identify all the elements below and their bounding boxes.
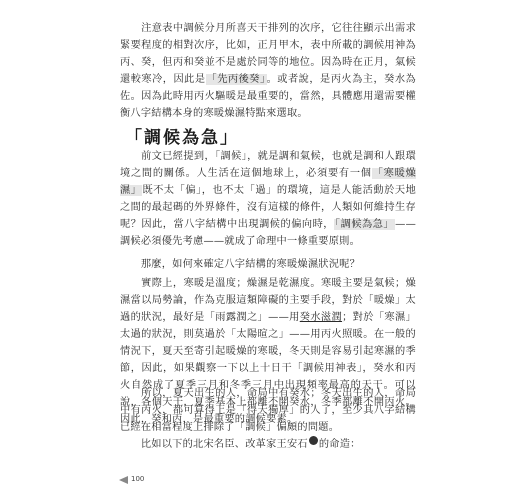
paragraph-6 (120, 436, 416, 453)
highlighted-phrase: 「調候為急」 (335, 219, 395, 230)
text-run: ；對於「寒濕」太過的狀況，則莫過於「太陽暄之」——用丙火照暖。在一般的情況下，夏天至寄引起暖燥的寒暖，冬天則是容易引起寒濕的季節，因此，如果觀察一下以上十日干「調候用神表」，癸水和丙火自然成了夏季三月和冬季三月中出現頻率最高的天干。可以說，各個天干，夏季基本上都離不開癸水，冬季都離不開丙火。因此，癸和丙，是最重要的調候要素。 (120, 312, 417, 425)
highlighted-phrase: 「先丙後癸」 (206, 74, 266, 85)
text-run: 的命造： (318, 439, 361, 450)
footnote-marker-icon (309, 436, 318, 445)
text-run: ——調候必須優先考慮——就成了命理中一條重要原則。 (120, 219, 416, 247)
paragraph-1 (120, 20, 416, 122)
text-run: 。或者說，是丙火為主，癸水為佐。因為此時用丙火驅暖是最重要的，當然，具體應用還需要權衡八字結構本身的寒暖燥濕特點來選取。 (120, 74, 416, 119)
text-run: 比如以下的北宋名臣、改革家王安石 (140, 439, 308, 450)
highlighted-phrase: 「寒暖燥濕」 (120, 168, 417, 196)
page-arrow-icon (119, 476, 128, 484)
text-run: 既不太「偏」，也不太「過」的環境，這是人能活動於天地之間的最起碼的外界條件，沒有這樣的條件，人類如何維持生存呢？因此，當八字結構中出現調候的偏向時， (120, 185, 417, 230)
paragraph-3 (120, 256, 416, 273)
text-run: 注意表中調候分月所喜天干排列的次序，它往往顯示出需求緊要程度的相對次序，比如，正月甲木，表中所載的調候用神為丙、癸，但丙和癸並不是處於同等的地位。因為時在正月，氣候還較寒冷，因此是 (120, 23, 417, 85)
text-run: 所以，夏天出生的人，命局中有癸水；冬天出生的人，命局中有丙火，都可算得上是「得天獨厚」的人了，至少其八字結構已經在相當程度上排除了「調候」偏頗的問題。 (120, 388, 417, 433)
text-run: 實際上，寒暖是溫度；燥濕是乾濕度。寒暖主要是氣候；燥濕當以局勢論，作為克服這類障礙的主要手段，對於「暖燥」太過的狀況，最好是「雨露潤之」——用 (120, 278, 417, 323)
text-run: 那麼，如何來確定八字結構的寒暖燥濕狀況呢？ (140, 259, 361, 270)
paragraph-2 (120, 148, 416, 250)
underlined-phrase: 癸水滋潤 (299, 312, 343, 323)
paragraph-5 (120, 385, 416, 436)
page-number: 100 (131, 475, 145, 483)
section-heading: 「調候為急」 (125, 128, 239, 148)
text-run: 前文已經提到，「調候」，就是調和氣候，也就是調和人跟環境之間的關係。人生活在這個地球上，必須要有一個 (120, 151, 416, 179)
